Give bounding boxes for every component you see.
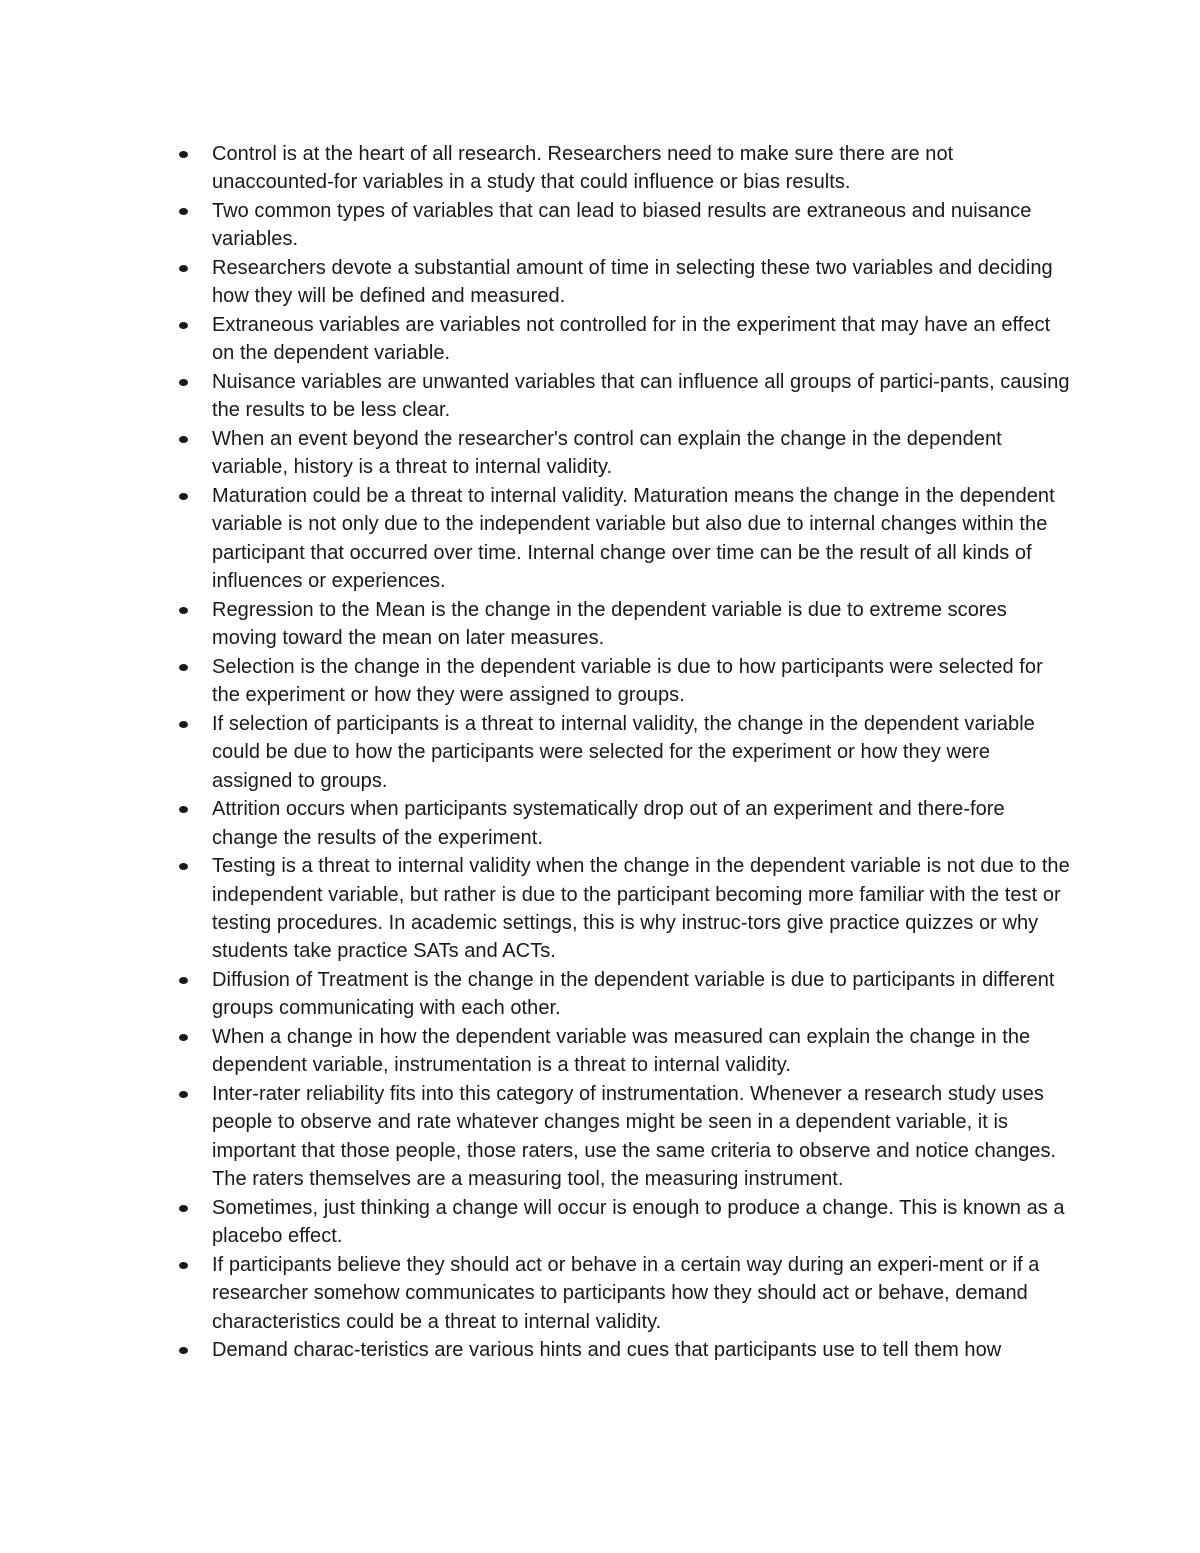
list-item: [175, 1080, 1075, 1194]
list-item-text: Testing is a threat to internal validity when the change in the dependent variable is not due to the independent variable, but rather is due to the participant becoming more familiar with the test or testing procedures. In academic settings, this is why instruc-tors give practice quizzes or why students take practice SATs and ACTs.: [212, 855, 1070, 963]
list-item-text: When an event beyond the researcher's control can explain the change in the dependent variable, history is a threat to internal validity.: [212, 428, 1002, 479]
list-item: [175, 1023, 1075, 1080]
bullet-icon: [179, 1262, 188, 1269]
list-item-text: Nuisance variables are unwanted variables that can influence all groups of partici-pants, causing the results to be less clear.: [212, 371, 1070, 422]
list-item: [175, 852, 1075, 966]
bullet-icon: [179, 208, 188, 215]
bullet-icon: [179, 1205, 188, 1212]
list-item-text: Maturation could be a threat to internal validity. Maturation means the change in the dependent variable is not only due to the independent variable but also due to internal changes within the participant that occurred over time. Internal change over time can be the result of all kinds of influences or experiences.: [212, 485, 1055, 593]
bullet-icon: [179, 322, 188, 329]
list-item: [175, 368, 1075, 425]
list-item: [175, 1194, 1075, 1251]
bullet-icon: [179, 863, 188, 870]
bullet-icon: [179, 721, 188, 728]
list-item-text: Sometimes, just thinking a change will occur is enough to produce a change. This is known as a placebo effect.: [212, 1196, 1065, 1248]
list-item: [175, 254, 1075, 311]
bullet-icon: [179, 265, 188, 272]
bullet-icon: [179, 607, 188, 614]
bullet-icon: [179, 1347, 188, 1354]
bullet-icon: [179, 493, 188, 500]
list-item: [175, 795, 1075, 852]
list-item-text: Control is at the heart of all research. Researchers need to make sure there are not unaccounted-for variables in a study that could influence or bias results.: [212, 143, 954, 194]
list-item: [175, 482, 1075, 596]
bullet-icon: [179, 977, 188, 984]
list-item-text: Extraneous variables are variables not controlled for in the experiment that may have an effect on the dependent variable.: [212, 314, 1051, 365]
list-item-text: If selection of participants is a threat to internal validity, the change in the dependent variable could be due to how the participants were selected for the experiment or how they were assigned to groups.: [212, 712, 1035, 792]
list-item: [175, 1251, 1075, 1336]
bullet-icon: [179, 664, 188, 671]
list-item: [175, 710, 1075, 795]
bullet-icon: [179, 806, 188, 813]
list-item-text: Diffusion of Treatment is the change in the dependent variable is due to participants in different groups communicating with each other.: [212, 969, 1055, 1020]
list-item: [175, 197, 1075, 254]
list-item-text: Inter-rater reliability fits into this category of instrumentation. Whenever a research study uses people to observe and rate whatever changes might be seen in a dependent variable, it is important that those people, those raters, use the same criteria to observe and notice changes. The raters themselves are a measuring tool, the measuring instrument.: [212, 1083, 1057, 1191]
list-item: [175, 966, 1075, 1023]
list-item-text: Demand charac-teristics are various hints and cues that participants use to tell them how: [212, 1339, 1002, 1362]
bullet-icon: [179, 436, 188, 443]
list-item-text: Selection is the change in the dependent variable is due to how participants were selected for the experiment or how they were assigned to groups.: [212, 655, 1043, 707]
list-item: [175, 425, 1075, 482]
list-item: [175, 311, 1075, 368]
list-item: [175, 1336, 1075, 1364]
list-item: [175, 140, 1075, 197]
bullet-icon: [179, 379, 188, 386]
bullet-icon: [179, 151, 188, 158]
bullet-list: [175, 140, 1075, 1365]
list-item: [175, 653, 1075, 710]
list-item-text: When a change in how the dependent variable was measured can explain the change in the dependent variable, instrumentation is a threat to internal validity.: [212, 1026, 1031, 1077]
list-item-text: Two common types of variables that can lead to biased results are extraneous and nuisance variables.: [212, 200, 1032, 251]
list-item-text: If participants believe they should act or behave in a certain way during an experi-ment or if a researcher somehow communicates to participants how they should act or behave, demand characteristics could be a threat to internal validity.: [212, 1253, 1040, 1333]
bullet-icon: [179, 1034, 188, 1041]
bullet-icon: [179, 1091, 188, 1098]
list-item: [175, 596, 1075, 653]
list-item-text: Researchers devote a substantial amount of time in selecting these two variables and deciding how they will be defined and measured.: [212, 257, 1053, 308]
list-item-text: Regression to the Mean is the change in the dependent variable is due to extreme scores moving toward the mean on later measures.: [212, 598, 1007, 650]
list-item-text: Attrition occurs when participants systematically drop out of an experiment and there-fore change the results of the experiment.: [212, 798, 1005, 849]
